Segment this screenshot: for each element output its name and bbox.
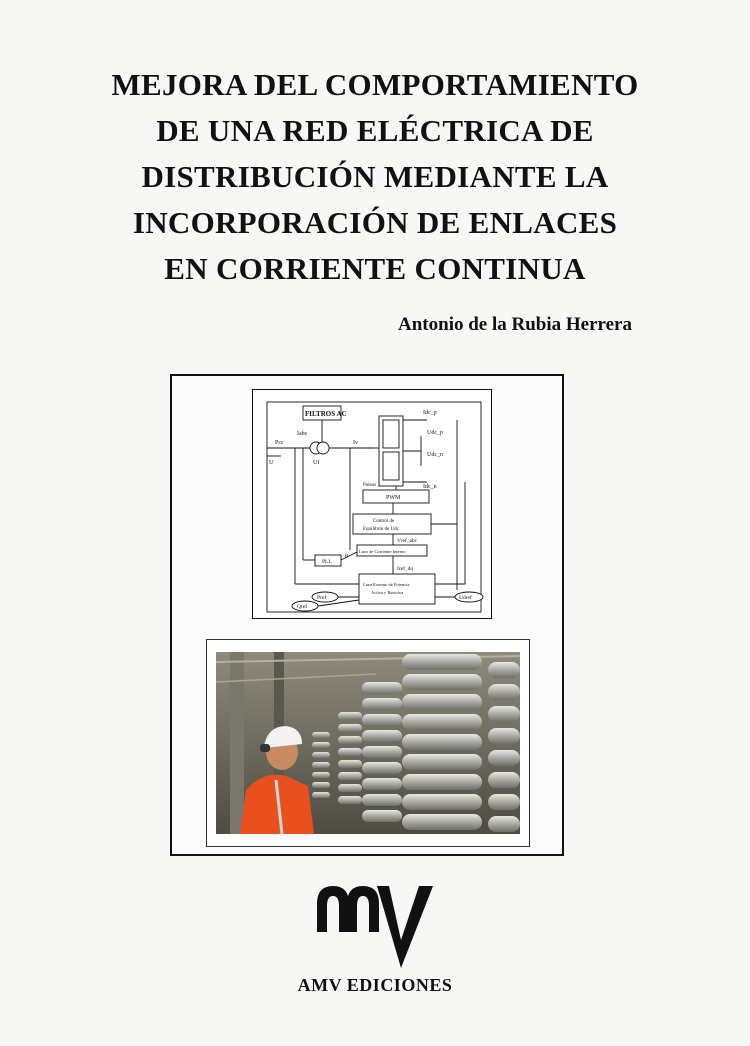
- book-title: [60, 62, 690, 292]
- pulsos-label: Pulsos: [363, 483, 377, 488]
- u-label: U: [269, 460, 274, 466]
- title-line-5: EN CORRIENTE CONTINUA: [164, 251, 586, 286]
- udref-label: Udref: [459, 595, 472, 601]
- iref-label: Iref_dq: [397, 566, 414, 572]
- udc-p-label: Udc_p: [427, 430, 443, 436]
- control-diagram: [252, 389, 492, 619]
- udc-n-label: Udc_n: [427, 452, 443, 458]
- valve-hall-photo: [206, 639, 530, 847]
- iabc-label: Iabc: [297, 431, 308, 437]
- lazo-externo-label-2: Activa y Reactiva: [371, 590, 404, 595]
- idc-n-label: Idc_n: [423, 484, 437, 490]
- title-line-1: MEJORA DEL COMPORTAMIENTO: [111, 67, 639, 102]
- title-line-3: DISTRIBUCIÓN MEDIANTE LA: [141, 159, 609, 194]
- lazo-externo-label-1: Lazo Externo de Potencia: [363, 582, 410, 587]
- vref-label: Vref_abc: [397, 538, 418, 544]
- pll-label: PLL: [322, 559, 332, 565]
- amv-logo: [313, 878, 437, 975]
- filtros-label: FILTROS AC: [305, 410, 347, 418]
- publisher-name: AMV EDICIONES: [297, 975, 453, 995]
- qref-label: Qref: [297, 604, 308, 610]
- control-label-1: Control de: [373, 519, 395, 524]
- idc-p-label: Idc_p: [423, 410, 437, 416]
- control-diagram-svg: [253, 390, 493, 620]
- illustration-frame: [170, 374, 564, 856]
- author-name: Antonio de la Rubia Herrera: [398, 314, 632, 335]
- lazo-corriente-label: Lazo de Corriente Interno: [359, 549, 406, 554]
- pcc-label: Pcc: [275, 440, 284, 446]
- control-label-2: Equilibrio de Udc: [363, 527, 399, 532]
- theta-label: θ: [345, 554, 348, 560]
- amv-logo-svg: [313, 878, 437, 970]
- uf-label: Uf: [313, 460, 320, 466]
- iv-label: Iv: [353, 440, 358, 446]
- title-line-2: DE UNA RED ELÉCTRICA DE: [156, 113, 594, 148]
- pwm-label: PWM: [386, 495, 401, 501]
- pref-label: Pref: [317, 595, 327, 601]
- title-line-4: INCORPORACIÓN DE ENLACES: [132, 205, 618, 240]
- valve-hall-photo-svg: [216, 652, 520, 834]
